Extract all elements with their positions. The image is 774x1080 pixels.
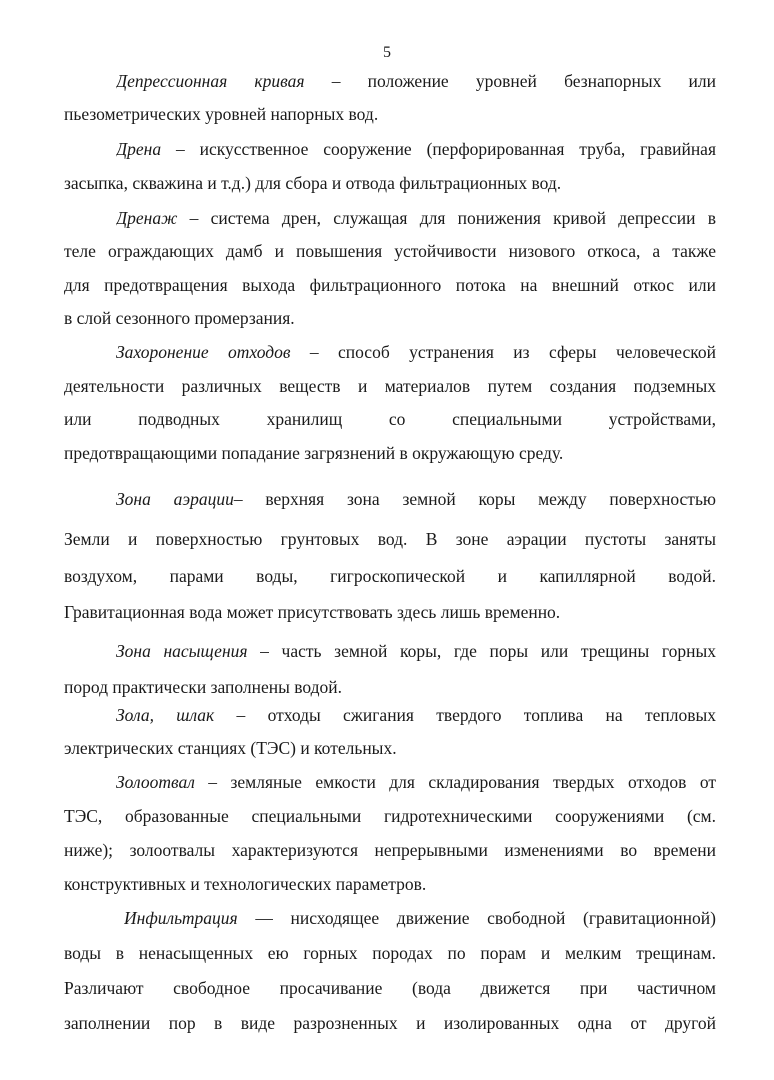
definition-line: конструктивных и технологических параметров. <box>64 874 427 894</box>
definition-line: засыпка, скважина и т.д.) для сбора и отвода фильтрационных вод. <box>64 173 562 193</box>
definition-line: теле ограждающих дамб и повышения устойчивости низового откоса, а также <box>64 241 716 261</box>
term: Депрессионная кривая <box>116 71 305 91</box>
definition-line: ниже); золоотвалы характеризуются непрерывными изменениями во времени <box>64 840 716 860</box>
definition-line: Различают свободное просачивание (вода движется при частичном <box>64 978 716 998</box>
definition-line: пород практически заполнены водой. <box>64 677 343 697</box>
term: Золоотвал <box>116 772 195 792</box>
term: Зона аэрации <box>116 489 234 509</box>
definition-line: заполнении пор в виде разрозненных и изолированных одна от другой <box>64 1013 716 1033</box>
definition-line: Зона аэрации– верхняя зона земной коры между поверхностью <box>116 489 716 509</box>
definition-line: воздухом, парами воды, гигроскопической и капиллярной водой. <box>64 566 716 586</box>
definition-line: Золоотвал – земляные емкости для складирования твердых отходов от <box>116 772 716 792</box>
definition-line: ТЭС, образованные специальными гидротехническими сооружениями (см. <box>64 806 716 826</box>
definition-line: Дрена – искусственное сооружение (перфорированная труба, гравийная <box>116 139 716 159</box>
definition-line: электрических станциях (ТЭС) и котельных. <box>64 738 397 758</box>
definition-line: Депрессионная кривая – положение уровней безнапорных или <box>116 71 716 91</box>
definition-line: пьезометрических уровней напорных вод. <box>64 104 379 124</box>
term: Зола, шлак <box>116 705 215 725</box>
definition-line: Зола, шлак – отходы сжигания твердого топлива на тепловых <box>116 705 716 725</box>
term: Дрена <box>116 139 162 159</box>
definition-line: Зона насыщения – часть земной коры, где поры или трещины горных <box>116 641 716 661</box>
definition-line: Дренаж – система дрен, служащая для понижения кривой депрессии в <box>116 208 716 228</box>
definition-line: для предотвращения выхода фильтрационного потока на внешний откос или <box>64 275 716 295</box>
definition-line: или подводных хранилищ со специальными устройствами, <box>64 409 716 429</box>
term: Захоронение отходов <box>116 342 291 362</box>
definition-line: воды в ненасыщенных ею горных породах по порам и мелким трещинам. <box>64 943 716 963</box>
definition-line: деятельности различных веществ и материалов путем создания подземных <box>64 376 716 396</box>
term: Зона насыщения <box>116 641 248 661</box>
definition-line: предотвращающими попадание загрязнений в окружающую среду. <box>64 443 564 463</box>
definition-line: Земли и поверхностью грунтовых вод. В зоне аэрации пустоты заняты <box>64 529 716 549</box>
term: Дренаж <box>116 208 178 228</box>
definition-line: Инфильтрация — нисходящее движение свободной (гравитационной) <box>124 908 716 928</box>
definition-line: Гравитационная вода может присутствовать здесь лишь временно. <box>64 602 561 622</box>
page-number: 5 <box>383 44 391 61</box>
term: Инфильтрация <box>124 908 238 928</box>
definition-line: Захоронение отходов – способ устранения из сферы человеческой <box>116 342 716 362</box>
definition-line: в слой сезонного промерзания. <box>64 308 295 328</box>
